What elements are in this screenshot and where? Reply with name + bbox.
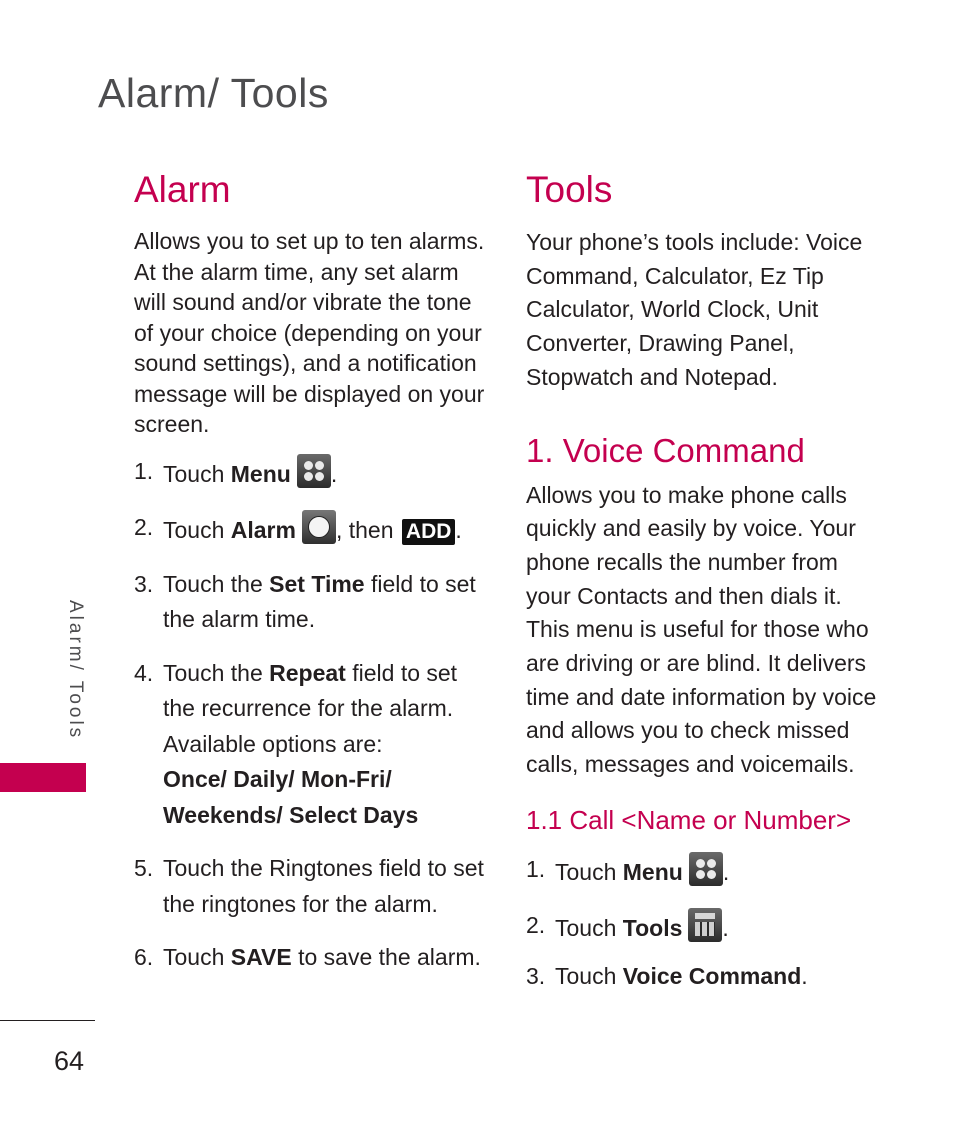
menu-label: Menu [622,858,683,885]
alarm-label: Alarm [230,517,296,543]
voice-command-label: Voice Command [622,962,802,989]
side-section-tab [0,763,86,792]
alarm-intro: Allows you to set up to ten alarms. At the alarm time, any set alarm will sound and/or vibrate the tone of your choice (depending on your sound settings), and a notification message will be displayed on your screen. [134,228,485,437]
tools-label: Tools [622,915,683,942]
call-step-1: 1. Touch Menu . [526,852,886,891]
footer-rule [0,1020,95,1021]
tools-intro: Your phone’s tools include: Voice Command, Calculator, Ez Tip Calculator, World Clock, Unit Converter, Drawing Panel, Stopwatch and Notepad. [526,229,863,390]
alarm-step-3: 3. Touch the Set Time field to set the alarm time. [134,570,476,632]
add-badge: ADD [402,519,456,545]
save-label: SAVE [230,944,292,970]
call-step-3: 3. Touch Voice Command. [526,962,808,989]
call-heading: 1.1 Call <Name or Number> [526,804,852,835]
alarm-steps [134,454,486,976]
alarm-step-4: 4. Touch the Repeat field to set the recurrence for the alarm. Available options are: Once/ Daily/ Mon-Fri/ Weekends/ Select Days [134,656,486,834]
alarm-step-1: 1. Touch Menu . [134,454,486,493]
alarm-step-2: 2. Touch Alarm , then ADD . [134,510,486,549]
menu-icon [689,852,723,886]
alarm-step-5: 5. Touch the Ringtones field to set the ringtones for the alarm. [134,855,484,917]
alarm-heading: Alarm [134,169,231,210]
set-time-label: Set Time [269,570,365,597]
call-step-2: 2. Touch Tools . [526,908,886,947]
menu-label: Menu [230,460,291,487]
voice-command-heading: 1. Voice Command [526,431,805,469]
tools-section [526,168,886,994]
menu-icon [297,454,331,488]
tools-icon [688,908,722,942]
alarm-step-6: 6. Touch SAVE to save the alarm. [134,944,481,970]
repeat-options: Once/ Daily/ Mon-Fri/ Weekends/ Select Days [163,766,419,828]
page-title: Alarm/ Tools [98,70,329,116]
repeat-label: Repeat [269,659,346,686]
voice-command-intro: Allows you to make phone calls quickly and easily by voice. Your phone recalls the number from your Contacts and then dials it. This menu is useful for those who are driving or are blind. It delivers time and date information by voice and allows you to check missed calls, messages and voicemails. [526,481,877,778]
alarm-section [134,168,486,976]
call-steps [526,852,886,995]
alarm-clock-icon [302,510,336,544]
page-number: 64 [54,1046,85,1076]
side-section-label: Alarm/ Tools [65,600,86,741]
tools-heading: Tools [526,169,613,210]
